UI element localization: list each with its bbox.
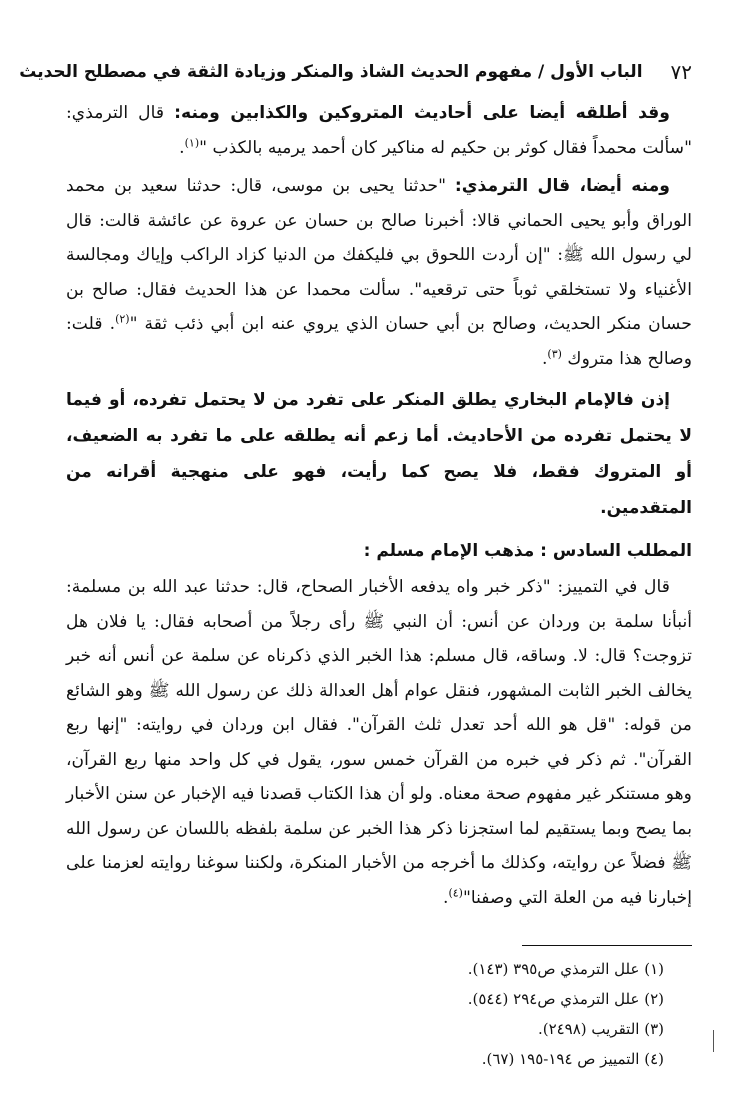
page-header	[19, 48, 692, 96]
paragraph-lead: ومنه أيضا، قال الترمذي:	[454, 176, 670, 196]
paragraph-lead: وقد أطلقه أيضا على أحاديث المتروكين والكذابين ومنه:	[174, 103, 670, 123]
footnote-ref[interactable]: (١)	[184, 135, 200, 149]
book-page	[19, 48, 692, 1074]
paragraph-end: .	[541, 348, 548, 369]
footnote-item: (١) علل الترمذي ص٣٩٥ (١٤٣).	[467, 960, 664, 978]
paragraph-body: "حدثنا يحيى بن موسى، قال: حدثنا سعيد بن محمد الوراق وأبو يحيى الحماني قالا: أخبرنا صالح بن حسان عن عروة عن عائشة قالت: قال لي رسول الله ﷺ: "إن أردت اللحوق بي فليكفك من الدنيا كزاد الراكب وإياك ومجالسة الأغنياء ولا تستخلقي ثوباً حتى ترقعيه". سألت محمدا عن هذا الحديث فقال: صالح بن حسان منكر الحديث، وصالح بن أبي حسان الذي يروي عنه ابن أبي ذئب ثقة "	[66, 176, 692, 334]
paragraph-end: .	[442, 887, 449, 908]
footnote-item: (٣) التقريب (٢٤٩٨).	[537, 1020, 664, 1038]
paragraph-body: قال الترمذي: "سألت محمداً فقال كوثر بن حكيم له مناكير كان أحمد يرميه بالكذب "	[66, 103, 692, 158]
section-heading: المطلب السادس : مذهب الإمام مسلم :	[363, 541, 692, 561]
footnote-ref[interactable]: (٤)	[448, 885, 463, 899]
paragraph-muslim-tamyiz	[66, 570, 692, 915]
footnote-item: (٤) التمييز ص ١٩٤-١٩٥ (٦٧).	[481, 1050, 664, 1068]
paragraph-body: قال في التمييز: "ذكر خبر واه يدفعه الأخبار الصحاح، قال: حدثنا عبد الله بن مسلمة: أنبأنا سلمة بن وردان عن أنس: أن النبي ﷺ رأى رجلاً من أصحابه فقال: يا فلان هل تزوجت؟ قال: لا. وساقه، قال مسلم: هذا الخبر الذي ذكرناه عن سلمة عن أنس أنه خبر يخالف الخبر الثابت المشهور، فنقل عوام أهل العدالة ذلك عن رسول الله ﷺ وهو الشائع من قوله: "قل هو الله أحد تعدل ثلث القرآن". فقال ابن وردان في روايته: "إنها ربع القرآن". ثم ذكر في خبره من القرآن خمس سور، يقول في كل واحد منها ربع القرآن، وهو مستنكر غير مفهوم صحة معناه. ولو أن هذا الكتاب قصدنا فيه الإخبار عن سنن الأخبار بما يصح وبما يستقيم لما استجزنا ذكر هذا الخبر عن سلمة بلفظه باللسان عن رسول الله ﷺ فضلاً عن روايته، وكذلك ما أخرجه من الأخبار المنكرة، ولكننا سوغنا روايته لعزمنا على إخبارنا فيه من العلة التي وصفنا"	[66, 577, 692, 908]
paragraph-end: .	[179, 137, 185, 158]
footnote-item: (٢) علل الترمذي ص٢٩٤ (٥٤٤).	[467, 990, 664, 1008]
paragraph-tirmidhi-salih	[66, 169, 692, 376]
page-number: ٧٢	[670, 60, 692, 84]
paragraph-tirmidhi-kawthar	[66, 96, 692, 165]
main-text	[66, 96, 692, 915]
footnotes-list	[66, 954, 692, 1074]
footnote-divider	[522, 945, 692, 946]
footnote-ref[interactable]: (٣)	[547, 346, 562, 360]
paragraph-body-cont: . قلت: وصالح هذا متروك	[66, 314, 692, 369]
running-title: الباب الأول / مفهوم الحديث الشاذ والمنكر وزيادة الثقة في مصطلح الحديث	[19, 62, 643, 82]
conclusion-paragraph: إذن فالإمام البخاري يطلق المنكر على تفرد من لا يحتمل تفرده، أو فيما لا يحتمل تفرده من الأحاديث. أما زعم أنه يطلقه على ما تفرد به الضعيف، أو المتروك فقط، فلا يصح كما رأيت، فهو على منهجية أقرانه من المتقدمين.	[66, 390, 692, 518]
page-edge-mark	[713, 1030, 714, 1052]
footnote-ref[interactable]: (٢)	[115, 312, 130, 326]
